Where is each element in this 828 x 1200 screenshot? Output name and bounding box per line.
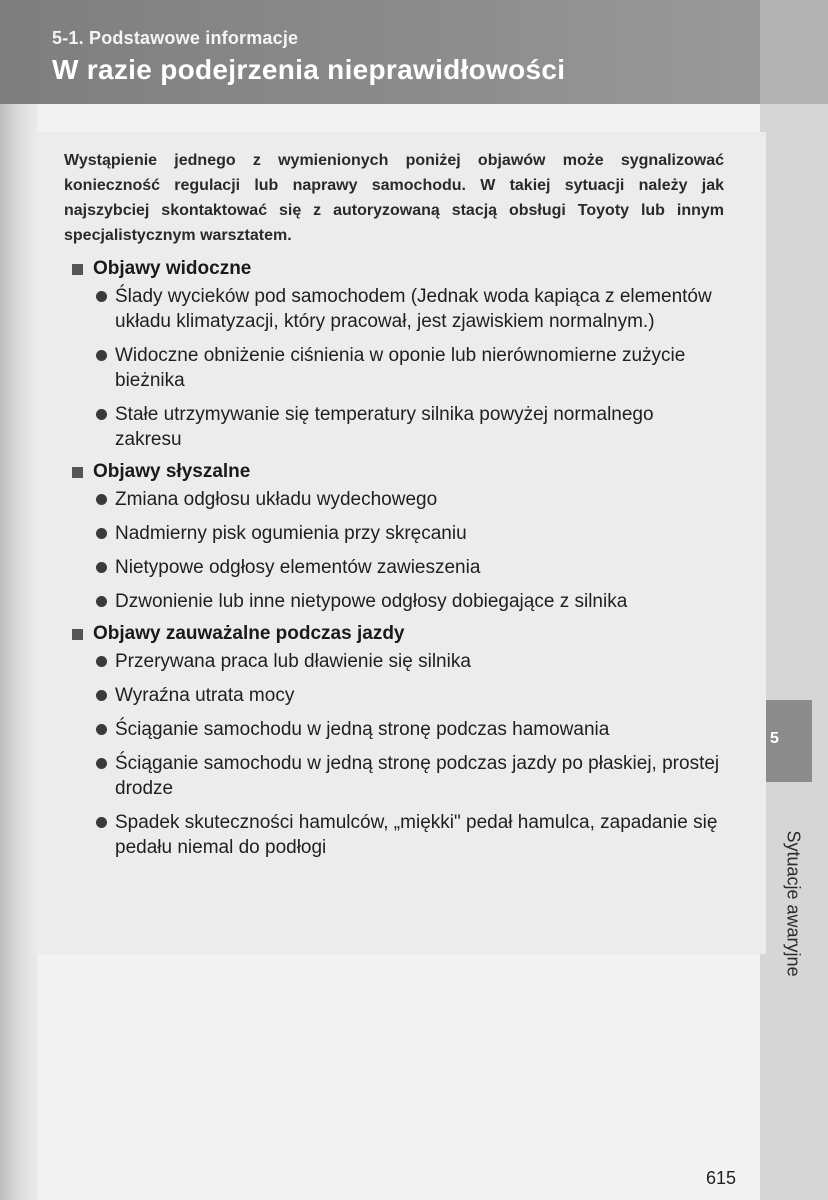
- list-item: [64, 717, 724, 742]
- page-header: [0, 0, 760, 104]
- list-item: [64, 751, 724, 801]
- bullet-dot-icon: [96, 494, 107, 505]
- list-item: [64, 521, 724, 546]
- list-item-text: Przerywana praca lub dławienie się silnika: [115, 651, 471, 672]
- bullet-dot-icon: [96, 350, 107, 361]
- list-item-text: Ściąganie samochodu w jedną stronę podczas jazdy po płaskiej, prostej drodze: [115, 753, 720, 799]
- list-item: [64, 487, 724, 512]
- list-item: [64, 649, 724, 674]
- section-label: 5-1. Podstawowe informacje: [52, 28, 299, 48]
- list-item-text: Spadek skuteczności hamulców, „miękki" pedał hamulca, zapadanie się pedału niemal do podłogi: [115, 812, 718, 858]
- bullet-dot-icon: [96, 724, 107, 735]
- list-item: [64, 343, 724, 393]
- section-audible: [64, 461, 724, 614]
- bullet-dot-icon: [96, 817, 107, 828]
- chapter-name: Sytuacje awaryjne: [783, 830, 804, 977]
- section-heading: [64, 258, 724, 280]
- list-item-text: Nietypowe odgłosy elementów zawieszenia: [115, 557, 481, 578]
- list-item-text: Stałe utrzymywanie się temperatury silnika powyżej normalnego zakresu: [115, 404, 654, 450]
- chapter-sidebar: [760, 0, 828, 1200]
- square-bullet-icon: [72, 629, 83, 640]
- list-item: [64, 284, 724, 334]
- intro-paragraph: Wystąpienie jednego z wymienionych poniżej objawów może sygnalizować konieczność regulacji lub naprawy samochodu. W takiej sytuacji należy jak najszybciej skontaktować się z autoryzowaną stacją obsługi Toyoty lub innym specjalistycznym warsztatem.: [64, 152, 724, 244]
- list-item-text: Widoczne obniżenie ciśnienia w oponie lub nierównomierne zużycie bieżnika: [115, 345, 686, 391]
- section-title: Objawy zauważalne podczas jazdy: [93, 623, 405, 644]
- bullet-dot-icon: [96, 758, 107, 769]
- page-number: 615: [706, 1168, 737, 1188]
- bullet-dot-icon: [96, 528, 107, 539]
- chapter-sidebar-top: [760, 0, 828, 104]
- list-item-text: Wyraźna utrata mocy: [115, 685, 295, 706]
- section-heading: [64, 461, 724, 483]
- main-content: [64, 148, 724, 869]
- section-visible: [64, 258, 724, 452]
- section-title: Objawy widoczne: [93, 258, 252, 279]
- list-item: [64, 555, 724, 580]
- section-heading: [64, 623, 724, 645]
- section-title: Objawy słyszalne: [93, 461, 251, 482]
- list-item-text: Ślady wycieków pod samochodem (Jednak woda kapiąca z elementów układu klimatyzacji, który pracował, jest zjawiskiem normalnym.): [115, 286, 712, 332]
- bullet-dot-icon: [96, 291, 107, 302]
- bullet-dot-icon: [96, 596, 107, 607]
- list-item-text: Nadmierny pisk ogumienia przy skręcaniu: [115, 523, 467, 544]
- list-item: [64, 402, 724, 452]
- bullet-dot-icon: [96, 409, 107, 420]
- list-item-text: Dzwonienie lub inne nietypowe odgłosy dobiegające z silnika: [115, 591, 628, 612]
- bullet-dot-icon: [96, 690, 107, 701]
- bullet-dot-icon: [96, 562, 107, 573]
- section-driving: [64, 623, 724, 860]
- list-item: [64, 589, 724, 614]
- chapter-tab: [760, 700, 812, 782]
- list-item: [64, 683, 724, 708]
- square-bullet-icon: [72, 264, 83, 275]
- list-item: [64, 810, 724, 860]
- list-item-text: Zmiana odgłosu układu wydechowego: [115, 489, 438, 510]
- chapter-number: 5: [770, 730, 779, 747]
- list-item-text: Ściąganie samochodu w jedną stronę podczas hamowania: [115, 719, 610, 740]
- square-bullet-icon: [72, 467, 83, 478]
- bullet-dot-icon: [96, 656, 107, 667]
- page-title: W razie podejrzenia nieprawidłowości: [52, 54, 566, 85]
- page-binding-edge: [0, 0, 38, 1200]
